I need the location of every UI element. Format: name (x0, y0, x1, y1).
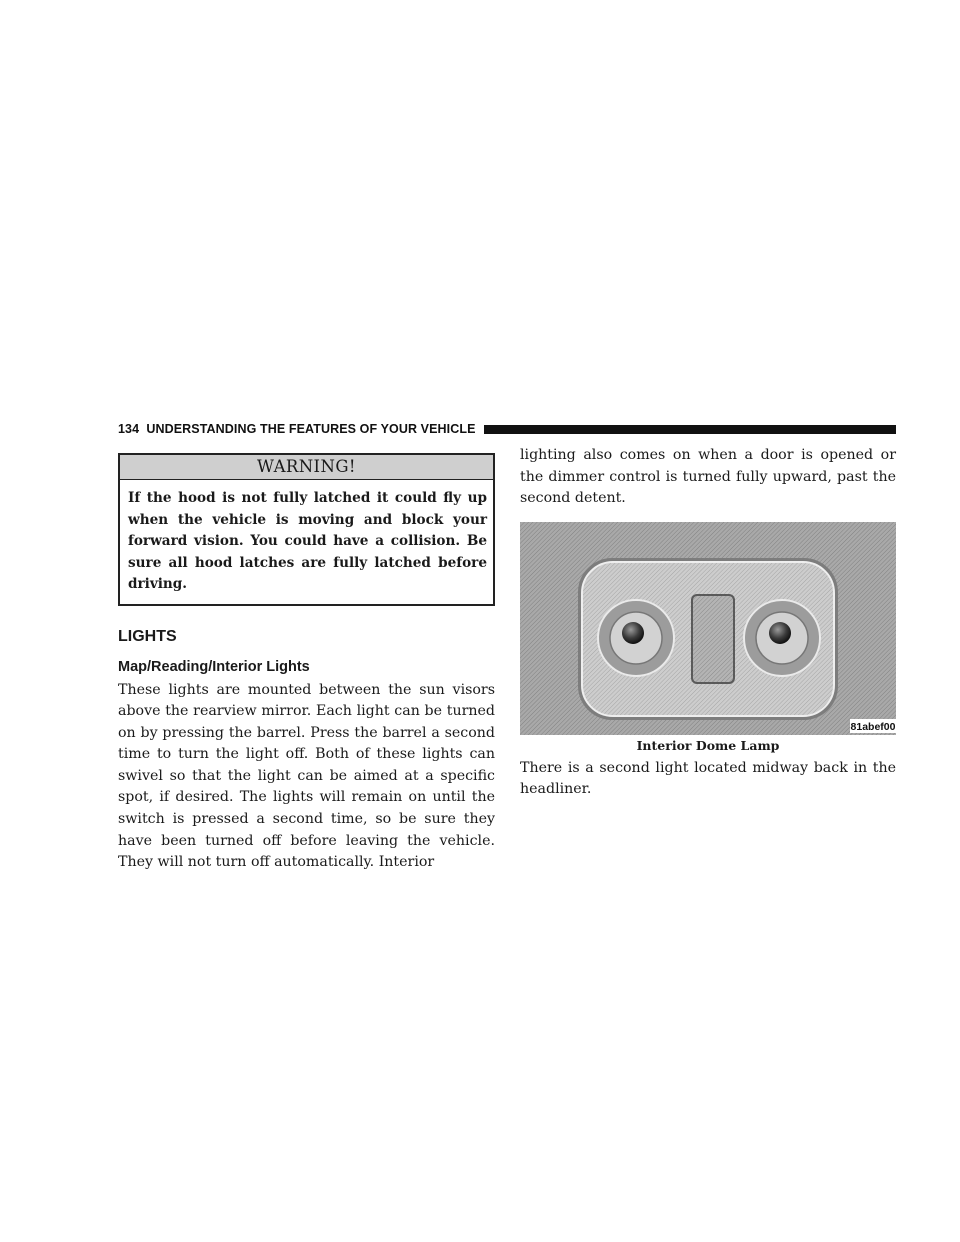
left-column (118, 453, 495, 874)
continuation-paragraph: lighting also comes on when a door is opened or the dimmer control is turned fully upward, past the second detent. (520, 447, 896, 507)
after-figure-paragraph: There is a second light located midway back in the headliner. (520, 759, 896, 798)
warning-box (118, 453, 495, 606)
section-heading: LIGHTS (118, 627, 177, 645)
right-column (520, 445, 896, 801)
dome-lamp-illustration (520, 522, 896, 735)
figure-code: 81abef00 (850, 720, 896, 733)
header-text (118, 422, 476, 436)
warning-title: WARNING! (120, 455, 493, 480)
dome-lamp-figure (520, 522, 896, 735)
warning-text: If the hood is not fully latched it could fly up when the vehicle is moving and block your forward vision. You could have a collision. Be sure all hood latches are fully latched before driving. (128, 490, 487, 592)
lights-paragraph: These lights are mounted between the sun visors above the rearview mirror. Each light can be turned on by pressing the barrel. Press the barrel a second time to turn the light off. Both of these lights can swivel so that the light can be aimed at a specific spot, if desired. The lights will remain on until the switch is pressed a second time, so be sure they have been turned off before leaving the vehicle. They will not turn off automatically. Interior (118, 681, 495, 871)
page-header (118, 421, 896, 437)
figure-caption: Interior Dome Lamp (636, 737, 780, 753)
page-number: 134 (118, 422, 140, 436)
header-rule (484, 425, 896, 434)
section-title: UNDERSTANDING THE FEATURES OF YOUR VEHICLE (146, 422, 476, 436)
subsection-heading: Map/Reading/Interior Lights (118, 658, 310, 675)
